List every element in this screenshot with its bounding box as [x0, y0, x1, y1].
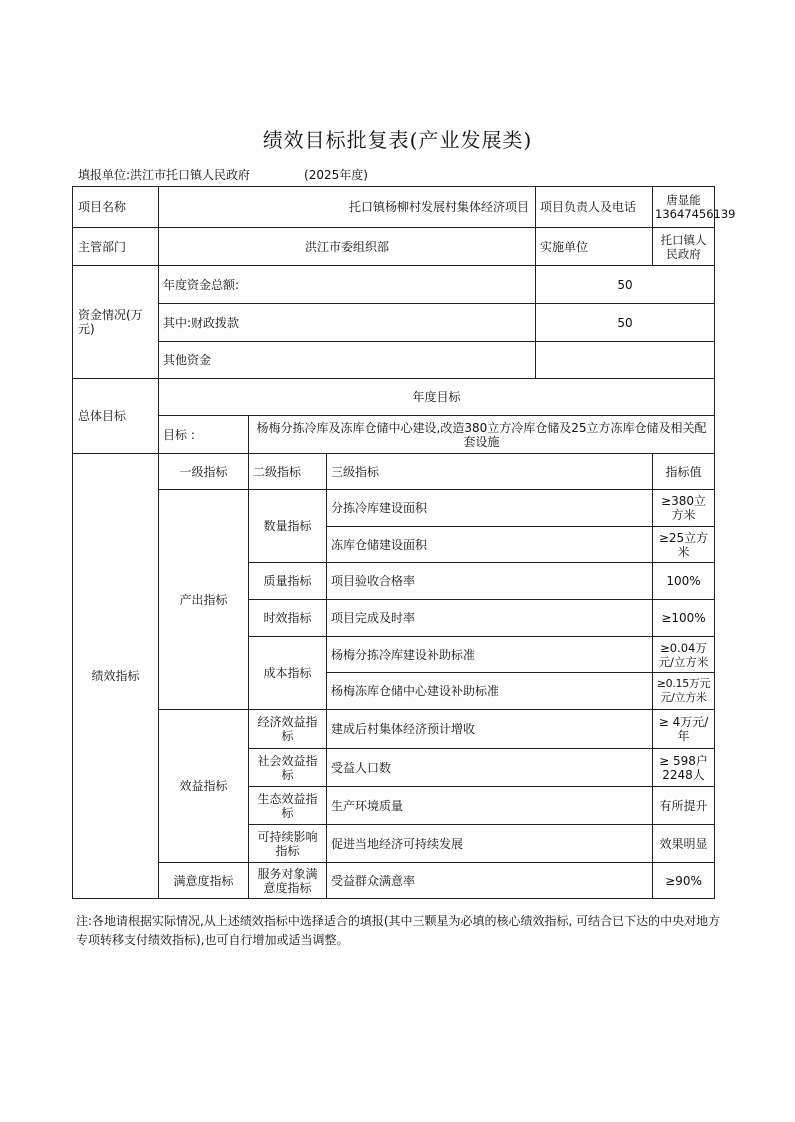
funds-label: 资金情况(万元): [73, 266, 159, 379]
report-header: [78, 166, 368, 183]
indicator-name: 生产环境质量: [327, 787, 653, 825]
impl-value: 托口镇人民政府: [653, 228, 715, 266]
quantity-indicator-label: 数量指标: [249, 490, 327, 563]
dept-value: 洪江市委组织部: [159, 228, 536, 266]
econ-benefit-label: 经济效益指标: [249, 710, 327, 749]
indicator-value: 有所提升: [653, 787, 715, 825]
other-funds-value: [536, 342, 715, 379]
total-funds-label: 年度资金总额:: [159, 266, 536, 304]
owner-value: 唐显能13647456139: [653, 187, 715, 228]
sustainability-label: 可持续影响指标: [249, 825, 327, 863]
footnote: 注:各地请根据实际情况,从上述绩效指标中选择适合的填报(其中三颗星为必填的核心绩效指标, 可结合已下达的中央对地方专项转移支付绩效指标),也可自行增加或适当调整。: [76, 914, 721, 947]
fiscal-funds-label: 其中:财政拨款: [159, 304, 536, 342]
col-level1: 一级指标: [159, 454, 249, 490]
indicator-value: ≥0.15万元元/立方米: [653, 673, 715, 710]
indicator-name: 杨梅分拣冷库建设补助标准: [327, 637, 653, 673]
indicator-name: 分拣冷库建设面积: [327, 490, 653, 527]
col-level3: 三级指标: [327, 454, 653, 490]
indicator-name: 促进当地经济可持续发展: [327, 825, 653, 863]
cost-indicator-label: 成本指标: [249, 637, 327, 710]
impl-label: 实施单位: [536, 228, 653, 266]
owner-label: 项目负责人及电话: [536, 187, 653, 228]
fiscal-funds-value: 50: [536, 304, 715, 342]
social-benefit-label: 社会效益指标: [249, 749, 327, 787]
service-satisfaction-label: 服务对象满意度指标: [249, 863, 327, 899]
satisfaction-indicators-label: 满意度指标: [159, 863, 249, 899]
indicator-name: 受益群众满意率: [327, 863, 653, 899]
indicator-value: 100%: [653, 563, 715, 600]
other-funds-label: 其他资金: [159, 342, 536, 379]
indicator-name: 项目完成及时率: [327, 600, 653, 637]
report-year: (2025年度): [304, 168, 368, 182]
indicator-name: 受益人口数: [327, 749, 653, 787]
benefit-indicators-label: 效益指标: [159, 710, 249, 863]
indicator-value: ≥90%: [653, 863, 715, 899]
timeliness-indicator-label: 时效指标: [249, 600, 327, 637]
goal-text: 杨梅分拣冷库及冻库仓储中心建设,改造380立方冷库仓储及25立方冻库仓储及相关配套设施: [249, 416, 715, 454]
page-title: 绩效目标批复表(产业发展类): [262, 128, 533, 152]
eco-benefit-label: 生态效益指标: [249, 787, 327, 825]
indicator-name: 杨梅冻库仓储中心建设补助标准: [327, 673, 653, 710]
col-level2: 二级指标: [249, 454, 327, 490]
project-name: 托口镇杨柳村发展村集体经济项目: [159, 187, 536, 228]
indicator-name: 建成后村集体经济预计增收: [327, 710, 653, 749]
indicator-name: 项目验收合格率: [327, 563, 653, 600]
annual-goal-label: 年度目标: [159, 379, 715, 416]
indicator-value: ≥380立方米: [653, 490, 715, 527]
indicator-name: 冻库仓储建设面积: [327, 527, 653, 563]
overall-goal-label: 总体目标: [73, 379, 159, 454]
output-indicators-label: 产出指标: [159, 490, 249, 710]
performance-table: [72, 186, 736, 899]
indicator-value: ≥ 4万元/年: [653, 710, 715, 749]
indicator-value: ≥0.04万元/立方米: [653, 637, 715, 673]
perf-indicators-label: 绩效指标: [73, 454, 159, 899]
col-value: 指标值: [653, 454, 715, 490]
indicator-value: ≥ 598户2248人: [653, 749, 715, 787]
reporting-unit: 填报单位:洪江市托口镇人民政府: [78, 168, 251, 182]
dept-label: 主管部门: [73, 228, 159, 266]
indicator-value: ≥25立方米: [653, 527, 715, 563]
total-funds-value: 50: [536, 266, 715, 304]
project-name-label: 项目名称: [73, 187, 159, 228]
quality-indicator-label: 质量指标: [249, 563, 327, 600]
goal-label: 目标 :: [159, 416, 249, 454]
indicator-value: ≥100%: [653, 600, 715, 637]
indicator-value: 效果明显: [653, 825, 715, 863]
